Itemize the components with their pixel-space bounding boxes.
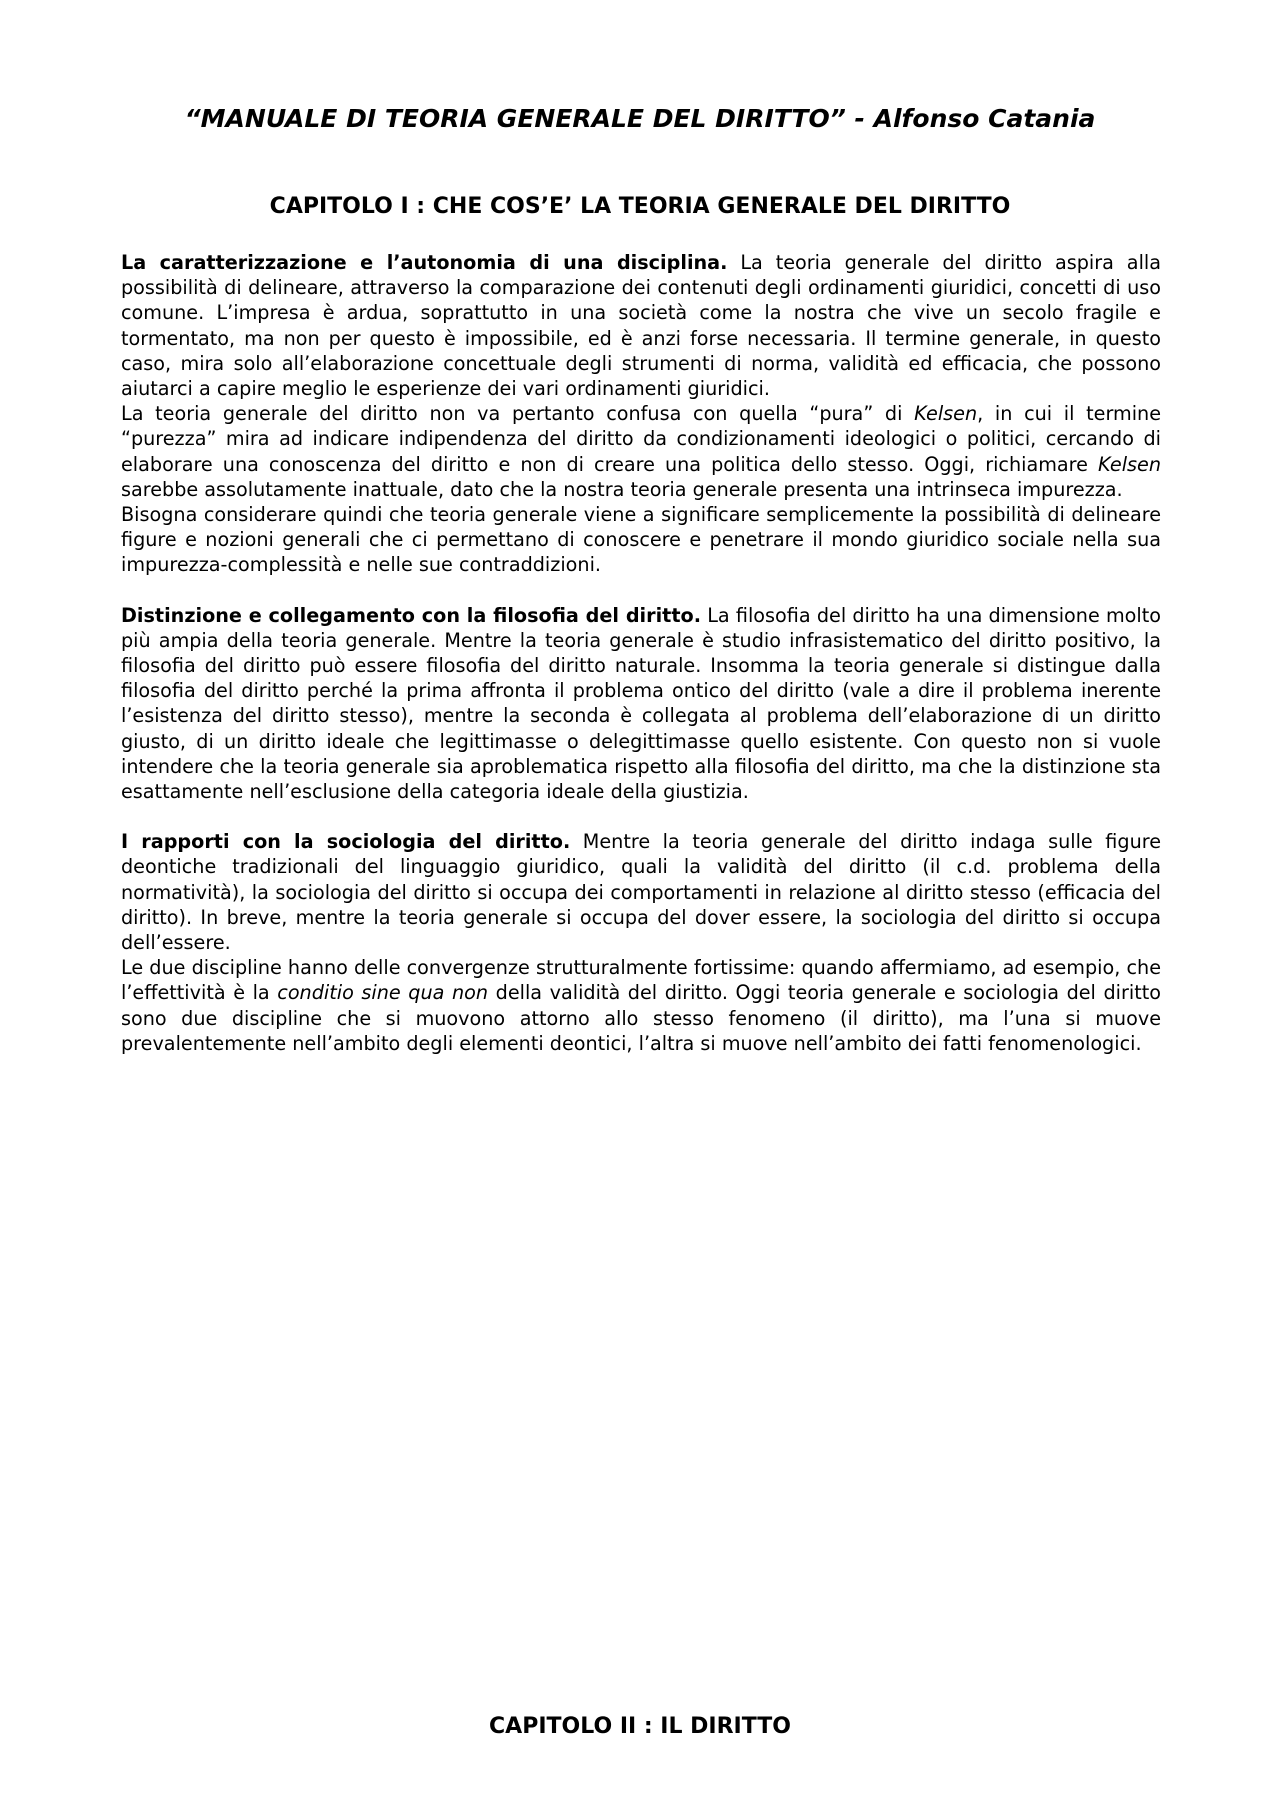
kelsen-ref: Kelsen [1098,452,1161,476]
chapter-2-heading: CAPITOLO II : IL DIRITTO [489,1714,791,1739]
chapter-1-body [121,250,1161,1056]
section-3-p2-text-a: Le due discipline hanno delle convergenze strutturalmente fortissime: quando affermiamo, ad esempio, che l’effettività è la [121,956,1161,1005]
section-1-p2-text-a: La teoria generale del diritto non va pertanto confusa con quella “pura” di [121,402,915,426]
section-1-title: La caratterizzazione e l’autonomia di una disciplina. [121,251,728,274]
section-1-text: La teoria generale del diritto aspira alla possibilità di delineare, attraverso la comparazione dei contenuti degli ordinamenti giuridici, concetti di uso comune. L’impresa è ardua, soprattutto in una società come la nostra che vive un secolo fragile e tormentato, ma non per questo è impossibile, ed è anzi forse necessaria. Il termine generale, in questo caso, mira solo all’elaborazione concettuale degli strumenti di norma, validità ed efficacia, che possono aiutarci a capire meglio le esperienze dei vari ordinamenti giuridici. [121,251,1161,401]
section-3-paragraph-1 [121,829,1161,955]
chapter-1-heading: CAPITOLO I : CHE COS’E’ LA TEORIA GENERALE DEL DIRITTO [269,194,1011,219]
section-gap [121,578,1161,603]
section-1-paragraph-1 [121,250,1161,401]
section-3-text: Mentre la teoria generale del diritto indaga sulle figure deontiche tradizionali del linguaggio giuridico, quali la validità del diritto (il c.d. problema della normatività), la sociologia del diritto si occupa dei comportamenti in relazione al diritto stesso (efficacia del diritto). In breve, mentre la teoria generale si occupa del dover essere, la sociologia del diritto si occupa dell’essere. [121,830,1161,955]
section-gap [121,804,1161,829]
section-2-paragraph-1 [121,603,1161,805]
document-title: “MANUALE DI TEORIA GENERALE DEL DIRITTO” - Alfonso Catania [184,104,1096,133]
section-3-p2-text-b: della validità del diritto. Oggi teoria generale e sociologia del diritto sono due discipline che si muovono attorno allo stesso fenomeno (il diritto), ma l’una si muove prevalentemente nell’ambito degli elementi deontici, l’altra si muove nell’ambito dei fatti fenomenologici. [121,981,1161,1055]
latin-phrase: conditio sine qua non [277,981,489,1005]
section-1-p2-text-c: sarebbe assolutamente inattuale, dato che la nostra teoria generale presenta una intrinseca impurezza. [121,477,1123,501]
section-3-paragraph-2 [121,955,1161,1056]
section-1-p2-text-b: , in cui il termine “purezza” mira ad indicare indipendenza del diritto da condizionamenti ideologici o politici, cercando di elaborare una conoscenza del diritto e non di creare una politica dello stesso. Oggi, richiamare [121,402,1161,476]
section-2-text: La filosofia del diritto ha una dimensione molto più ampia della teoria generale. Mentre la teoria generale è studio infrasistematico del diritto positivo, la filosofia del diritto può essere filosofia del diritto naturale. Insomma la teoria generale si distingue dalla filosofia del diritto perché la prima affronta il problema ontico del diritto (vale a dire il problema inerente l’esistenza del diritto stesso), mentre la seconda è collegata al problema dell’elaborazione di un diritto giusto, di un diritto ideale che legittimasse o delegittimasse quello esistente. Con questo non si vuole intendere che la teoria generale sia aproblematica rispetto alla filosofia del diritto, ma che la distinzione sta esattamente nell’esclusione della categoria ideale della giustizia. [121,603,1161,804]
section-3-title: I rapporti con la sociologia del diritto. [121,830,571,854]
section-1-paragraph-3: Bisogna considerare quindi che teoria generale viene a significare semplicemente la possibilità di delineare figure e nozioni generali che ci permettano di conoscere e penetrare il mondo giuridico sociale nella sua impurezza-complessità e nelle sue contraddizioni. [121,503,1161,577]
section-1-paragraph-2 [121,401,1161,502]
section-2-title: Distinzione e collegamento con la filosofia del diritto. [121,603,701,627]
kelsen-ref: Kelsen [914,402,978,426]
